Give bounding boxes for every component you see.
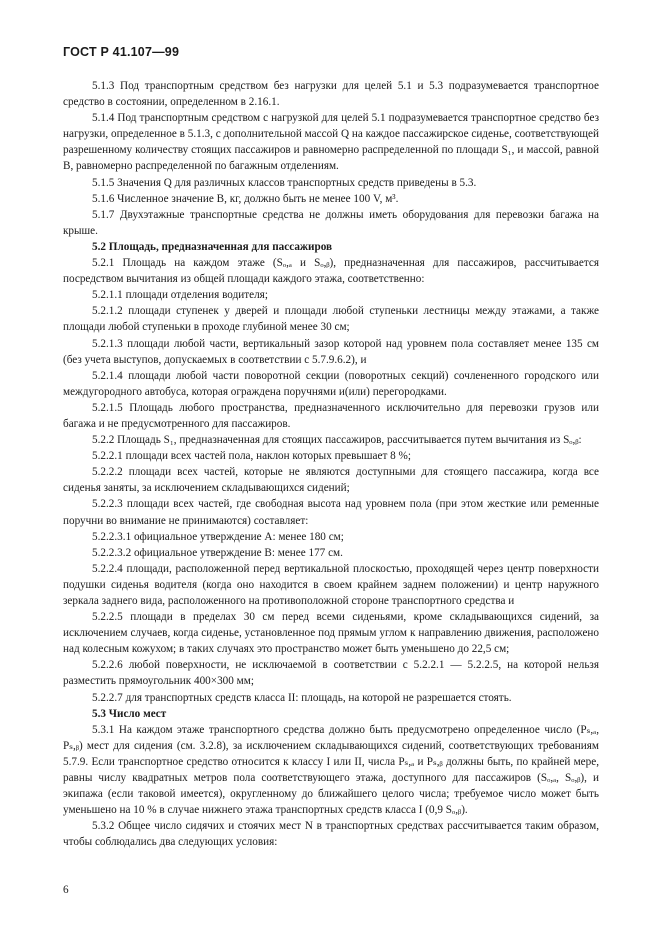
- paragraph-5-1-4: 5.1.4 Под транспортным средством с нагрузкой для целей 5.1 подразумевается транспортное средство без нагрузки, определенное в 5.1.3, с дополнительной массой Q на каждое пассажирское сиденье, соответствующей разрешенному количеству стоящих пассажиров и равномерно распределенной по площади S₁, и массой, равной B, равномерно распределенной по багажным отделениям.: [63, 112, 599, 173]
- paragraph-5-3-2: 5.3.2 Общее число сидячих и стоячих мест N в транспортных средствах рассчитывается таким образом, чтобы соблюдались два следующих условия:: [63, 820, 599, 849]
- page-number: 6: [63, 884, 69, 896]
- paragraph-5-2-2-3-1: 5.2.2.3.1 официальное утверждение А: менее 180 см;: [92, 530, 344, 543]
- paragraph-5-2-1-2: 5.2.1.2 площади ступенек у дверей и площади любой ступеньки лестницы между этажами, а также площади любой ступеньки в проходе глубиной менее 30 см;: [63, 305, 599, 334]
- paragraph-5-1-5: 5.1.5 Значения Q для различных классов транспортных средств приведены в 5.3.: [92, 176, 477, 189]
- paragraph-5-2-1-1: 5.2.1.1 площади отделения водителя;: [92, 289, 268, 302]
- document-body: [63, 78, 599, 851]
- paragraph-5-2-2-3-2: 5.2.2.3.2 официальное утверждение В: менее 177 см.: [92, 546, 343, 559]
- paragraph-5-2-2-5: 5.2.2.5 площади в пределах 30 см перед всеми сиденьями, кроме складывающихся сидений, за исключением случаев, когда сиденье, установленное под прямым углом к направлению движения, расположено над колесным кожухом; в таких случаях это пространство может быть уменьшено до 22,5 см;: [63, 611, 599, 656]
- paragraph-5-2-2-7: 5.2.2.7 для транспортных средств класса II: площадь, на которой не разрешается стоять.: [92, 691, 512, 704]
- paragraph-5-2-1-4: 5.2.1.4 площади любой части поворотной секции (поворотных секций) сочлененного городского или междугородного автобуса, которая ограждена поручнями и(или) перегородками.: [63, 369, 599, 398]
- paragraph-5-2-2-3: 5.2.2.3 площади всех частей, где свободная высота над уровнем пола (при этом жесткие или ременные поручни во внимание не принимаются) составляет:: [63, 498, 599, 527]
- paragraph-5-2-2-4: 5.2.2.4 площади, расположенной перед вертикальной плоскостью, проходящей через центр поверхности подушки сиденья водителя (когда оно находится в своем крайнем заднем положении) и центр наружного зеркала заднего вида, расположенного на противоположной стороне транспортного средства и: [63, 562, 599, 607]
- section-heading-5-2: 5.2 Площадь, предназначенная для пассажиров: [92, 240, 333, 253]
- paragraph-5-2-2-2: 5.2.2.2 площади всех частей, которые не являются доступными для стоящего пассажира, когда все сиденья заняты, за исключением складывающихся сидений;: [63, 466, 599, 495]
- paragraph-5-1-6: 5.1.6 Численное значение B, кг, должно быть не менее 100 V, м³.: [92, 192, 399, 205]
- paragraph-5-2-2: 5.2.2 Площадь S₁, предназначенная для стоящих пассажиров, рассчитывается путем вычитания из Sₒ,ᵦ:: [92, 434, 582, 447]
- standard-header: ГОСТ Р 41.107—99: [63, 45, 180, 59]
- paragraph-5-2-2-1: 5.2.2.1 площади всех частей пола, наклон которых превышает 8 %;: [92, 450, 411, 463]
- paragraph-5-2-2-6: 5.2.2.6 любой поверхности, не исключаемой в соответствии с 5.2.2.1 — 5.2.2.5, на которой нельзя разместить прямоугольник 400×300 мм;: [63, 659, 599, 688]
- paragraph-5-3-1: 5.3.1 На каждом этаже транспортного средства должно быть предусмотрено определенное число (Pₛ,ₐ, Pₛ,ᵦ) мест для сидения (см. 3.2.8), за исключением складывающихся сидений, соответствующих требованиям 5.7.9. Если транспортное средство относится к классу I или II, числа Pₛ,ₐ и Pₛ,ᵦ должны быть, по крайней мере, равны числу квадратных метров пола соответствующего этажа, доступного для пассажиров (Sₒ,ₐ, Sₒ,ᵦ), и экипажа (если таковой имеется), округленному до ближайшего целого числа; требуемое число может быть уменьшено на 10 % в случае нижнего этажа транспортных средств класса I (0,9 Sₒ,ᵦ).: [63, 723, 599, 817]
- section-heading-5-3: 5.3 Число мест: [92, 707, 167, 720]
- paragraph-5-2-1-5: 5.2.1.5 Площадь любого пространства, предназначенного исключительно для перевозки грузов или багажа и не предусмотренного для пассажиров.: [63, 401, 599, 430]
- paragraph-5-2-1-3: 5.2.1.3 площади любой части, вертикальный зазор которой над уровнем пола составляет менее 135 см (без учета выступов, допускаемых в соответствии с 5.7.9.6.2), и: [63, 337, 599, 366]
- paragraph-5-1-7: 5.1.7 Двухэтажные транспортные средства не должны иметь оборудования для перевозки багажа на крыше.: [63, 208, 599, 237]
- paragraph-5-1-3: 5.1.3 Под транспортным средством без нагрузки для целей 5.1 и 5.3 подразумевается транспортное средство в состоянии, определенном в 2.16.1.: [63, 80, 599, 109]
- paragraph-5-2-1: 5.2.1 Площадь на каждом этаже (Sₒ,ₐ и Sₒ,ᵦ), предназначенная для пассажиров, рассчитывается посредством вычитания из общей площади каждого этажа, соответственно:: [63, 257, 599, 286]
